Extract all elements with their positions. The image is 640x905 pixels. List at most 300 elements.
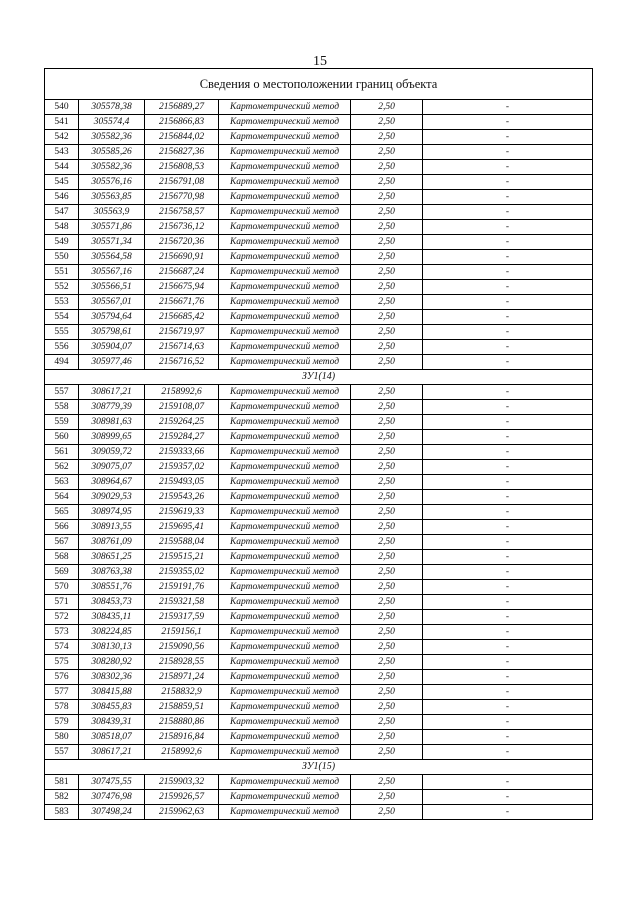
y-coordinate-cell: 2159264,25 [145,415,219,430]
y-coordinate-cell: 2159493,05 [145,475,219,490]
description-cell: - [423,205,593,220]
accuracy-cell: 2,50 [351,625,423,640]
table-row [45,310,593,325]
table-body [45,69,593,820]
description-cell: - [423,265,593,280]
method-cell: Картометрический метод [219,460,351,475]
description-cell: - [423,250,593,265]
description-cell: - [423,415,593,430]
x-coordinate-cell: 305798,61 [79,325,145,340]
method-cell: Картометрический метод [219,655,351,670]
table-row [45,730,593,745]
accuracy-cell: 2,50 [351,520,423,535]
x-coordinate-cell: 308999,65 [79,430,145,445]
accuracy-cell: 2,50 [351,775,423,790]
accuracy-cell: 2,50 [351,130,423,145]
accuracy-cell: 2,50 [351,670,423,685]
x-coordinate-cell: 305904,07 [79,340,145,355]
method-cell: Картометрический метод [219,490,351,505]
x-coordinate-cell: 308439,31 [79,715,145,730]
y-coordinate-cell: 2158992,6 [145,385,219,400]
x-coordinate-cell: 305567,01 [79,295,145,310]
table-row [45,445,593,460]
description-cell: - [423,580,593,595]
y-coordinate-cell: 2156889,27 [145,100,219,115]
description-cell: - [423,535,593,550]
y-coordinate-cell: 2159543,26 [145,490,219,505]
accuracy-cell: 2,50 [351,250,423,265]
method-cell: Картометрический метод [219,745,351,760]
method-cell: Картометрический метод [219,310,351,325]
y-coordinate-cell: 2156720,36 [145,235,219,250]
method-cell: Картометрический метод [219,685,351,700]
accuracy-cell: 2,50 [351,535,423,550]
y-coordinate-cell: 2156685,42 [145,310,219,325]
x-coordinate-cell: 305574,4 [79,115,145,130]
method-cell: Картометрический метод [219,670,351,685]
method-cell: Картометрический метод [219,775,351,790]
table-row [45,520,593,535]
method-cell: Картометрический метод [219,190,351,205]
method-cell: Картометрический метод [219,145,351,160]
y-coordinate-cell: 2158916,84 [145,730,219,745]
accuracy-cell: 2,50 [351,400,423,415]
point-number-cell: 540 [45,100,79,115]
point-number-cell: 557 [45,745,79,760]
x-coordinate-cell: 305571,34 [79,235,145,250]
table-row [45,505,593,520]
description-cell: - [423,100,593,115]
x-coordinate-cell: 305571,86 [79,220,145,235]
x-coordinate-cell: 308453,73 [79,595,145,610]
method-cell: Картометрический метод [219,700,351,715]
table-row [45,190,593,205]
method-cell: Картометрический метод [219,115,351,130]
method-cell: Картометрический метод [219,565,351,580]
point-number-cell: 566 [45,520,79,535]
point-number-cell: 560 [45,430,79,445]
table-row [45,250,593,265]
description-cell: - [423,190,593,205]
method-cell: Картометрический метод [219,475,351,490]
x-coordinate-cell: 308779,39 [79,400,145,415]
method-cell: Картометрический метод [219,730,351,745]
y-coordinate-cell: 2158928,55 [145,655,219,670]
accuracy-cell: 2,50 [351,355,423,370]
method-cell: Картометрический метод [219,250,351,265]
accuracy-cell: 2,50 [351,295,423,310]
x-coordinate-cell: 308435,11 [79,610,145,625]
accuracy-cell: 2,50 [351,745,423,760]
y-coordinate-cell: 2159284,27 [145,430,219,445]
description-cell: - [423,685,593,700]
table-row [45,295,593,310]
accuracy-cell: 2,50 [351,805,423,820]
table-row [45,640,593,655]
accuracy-cell: 2,50 [351,340,423,355]
y-coordinate-cell: 2159090,56 [145,640,219,655]
y-coordinate-cell: 2159355,02 [145,565,219,580]
table-row [45,400,593,415]
point-number-cell: 565 [45,505,79,520]
accuracy-cell: 2,50 [351,265,423,280]
accuracy-cell: 2,50 [351,565,423,580]
y-coordinate-cell: 2158992,6 [145,745,219,760]
point-number-cell: 559 [45,415,79,430]
y-coordinate-cell: 2159588,04 [145,535,219,550]
x-coordinate-cell: 307476,98 [79,790,145,805]
x-coordinate-cell: 308518,07 [79,730,145,745]
point-number-cell: 548 [45,220,79,235]
point-number-cell: 568 [45,550,79,565]
method-cell: Картометрический метод [219,595,351,610]
point-number-cell: 562 [45,460,79,475]
description-cell: - [423,220,593,235]
description-cell: - [423,115,593,130]
section-label: ЗУ1(14) [45,370,593,385]
point-number-cell: 576 [45,670,79,685]
y-coordinate-cell: 2159695,41 [145,520,219,535]
y-coordinate-cell: 2156791,08 [145,175,219,190]
description-cell: - [423,730,593,745]
x-coordinate-cell: 308280,92 [79,655,145,670]
x-coordinate-cell: 305566,51 [79,280,145,295]
accuracy-cell: 2,50 [351,385,423,400]
y-coordinate-cell: 2159108,07 [145,400,219,415]
description-cell: - [423,565,593,580]
accuracy-cell: 2,50 [351,685,423,700]
y-coordinate-cell: 2156716,52 [145,355,219,370]
y-coordinate-cell: 2159321,58 [145,595,219,610]
table-row [45,625,593,640]
accuracy-cell: 2,50 [351,460,423,475]
method-cell: Картометрический метод [219,100,351,115]
point-number-cell: 551 [45,265,79,280]
x-coordinate-cell: 308761,09 [79,535,145,550]
description-cell: - [423,280,593,295]
point-number-cell: 582 [45,790,79,805]
point-number-cell: 572 [45,610,79,625]
table-row [45,655,593,670]
y-coordinate-cell: 2159357,02 [145,460,219,475]
table-row [45,430,593,445]
accuracy-cell: 2,50 [351,205,423,220]
description-cell: - [423,400,593,415]
x-coordinate-cell: 305578,38 [79,100,145,115]
description-cell: - [423,670,593,685]
point-number-cell: 494 [45,355,79,370]
table-row [45,610,593,625]
point-number-cell: 553 [45,295,79,310]
method-cell: Картометрический метод [219,220,351,235]
description-cell: - [423,475,593,490]
method-cell: Картометрический метод [219,295,351,310]
point-number-cell: 580 [45,730,79,745]
table-row [45,580,593,595]
point-number-cell: 542 [45,130,79,145]
y-coordinate-cell: 2159962,63 [145,805,219,820]
point-number-cell: 569 [45,565,79,580]
description-cell: - [423,610,593,625]
point-number-cell: 554 [45,310,79,325]
point-number-cell: 571 [45,595,79,610]
table-row [45,325,593,340]
y-coordinate-cell: 2159926,57 [145,790,219,805]
method-cell: Картометрический метод [219,400,351,415]
y-coordinate-cell: 2156770,98 [145,190,219,205]
description-cell: - [423,700,593,715]
x-coordinate-cell: 308617,21 [79,745,145,760]
table-row [45,280,593,295]
point-number-cell: 563 [45,475,79,490]
x-coordinate-cell: 308415,88 [79,685,145,700]
point-number-cell: 547 [45,205,79,220]
table-row [45,745,593,760]
point-number-cell: 567 [45,535,79,550]
y-coordinate-cell: 2156844,02 [145,130,219,145]
accuracy-cell: 2,50 [351,190,423,205]
table-row [45,340,593,355]
table-row [45,160,593,175]
table-row [45,775,593,790]
y-coordinate-cell: 2156687,24 [145,265,219,280]
y-coordinate-cell: 2159317,59 [145,610,219,625]
y-coordinate-cell: 2156675,94 [145,280,219,295]
boundary-coordinates-table [44,68,593,820]
accuracy-cell: 2,50 [351,235,423,250]
point-number-cell: 574 [45,640,79,655]
table-row [45,130,593,145]
point-number-cell: 561 [45,445,79,460]
description-cell: - [423,655,593,670]
y-coordinate-cell: 2156671,76 [145,295,219,310]
y-coordinate-cell: 2158971,24 [145,670,219,685]
x-coordinate-cell: 305563,85 [79,190,145,205]
accuracy-cell: 2,50 [351,280,423,295]
accuracy-cell: 2,50 [351,505,423,520]
method-cell: Картометрический метод [219,280,351,295]
description-cell: - [423,235,593,250]
description-cell: - [423,145,593,160]
method-cell: Картометрический метод [219,505,351,520]
description-cell: - [423,130,593,145]
x-coordinate-cell: 309029,53 [79,490,145,505]
x-coordinate-cell: 305564,58 [79,250,145,265]
x-coordinate-cell: 308551,76 [79,580,145,595]
method-cell: Картометрический метод [219,610,351,625]
table-row [45,415,593,430]
method-cell: Картометрический метод [219,340,351,355]
table-row [45,565,593,580]
point-number-cell: 545 [45,175,79,190]
x-coordinate-cell: 308981,63 [79,415,145,430]
table-title-row [45,69,593,100]
method-cell: Картометрический метод [219,160,351,175]
description-cell: - [423,595,593,610]
accuracy-cell: 2,50 [351,310,423,325]
description-cell: - [423,505,593,520]
point-number-cell: 564 [45,490,79,505]
description-cell: - [423,340,593,355]
point-number-cell: 546 [45,190,79,205]
accuracy-cell: 2,50 [351,220,423,235]
accuracy-cell: 2,50 [351,595,423,610]
accuracy-cell: 2,50 [351,115,423,130]
y-coordinate-cell: 2156714,63 [145,340,219,355]
table-row [45,115,593,130]
accuracy-cell: 2,50 [351,790,423,805]
y-coordinate-cell: 2156719,97 [145,325,219,340]
x-coordinate-cell: 305576,16 [79,175,145,190]
x-coordinate-cell: 307475,55 [79,775,145,790]
page-number: 15 [313,54,327,69]
table-row [45,490,593,505]
point-number-cell: 550 [45,250,79,265]
y-coordinate-cell: 2158859,51 [145,700,219,715]
table-row [45,535,593,550]
method-cell: Картометрический метод [219,235,351,250]
description-cell: - [423,490,593,505]
y-coordinate-cell: 2159156,1 [145,625,219,640]
point-number-cell: 577 [45,685,79,700]
table-title: Сведения о местоположении границ объекта [45,69,593,100]
description-cell: - [423,715,593,730]
point-number-cell: 575 [45,655,79,670]
y-coordinate-cell: 2159515,21 [145,550,219,565]
table-row [45,685,593,700]
accuracy-cell: 2,50 [351,145,423,160]
point-number-cell: 558 [45,400,79,415]
y-coordinate-cell: 2159619,33 [145,505,219,520]
description-cell: - [423,445,593,460]
description-cell: - [423,295,593,310]
description-cell: - [423,520,593,535]
accuracy-cell: 2,50 [351,415,423,430]
accuracy-cell: 2,50 [351,325,423,340]
accuracy-cell: 2,50 [351,175,423,190]
accuracy-cell: 2,50 [351,445,423,460]
section-row [45,760,593,775]
accuracy-cell: 2,50 [351,475,423,490]
y-coordinate-cell: 2156808,53 [145,160,219,175]
x-coordinate-cell: 308617,21 [79,385,145,400]
point-number-cell: 578 [45,700,79,715]
point-number-cell: 579 [45,715,79,730]
section-label: ЗУ1(15) [45,760,593,775]
method-cell: Картометрический метод [219,550,351,565]
x-coordinate-cell: 308964,67 [79,475,145,490]
section-row [45,370,593,385]
table-row [45,805,593,820]
accuracy-cell: 2,50 [351,100,423,115]
point-number-cell: 556 [45,340,79,355]
x-coordinate-cell: 308651,25 [79,550,145,565]
x-coordinate-cell: 305563,9 [79,205,145,220]
y-coordinate-cell: 2156736,12 [145,220,219,235]
y-coordinate-cell: 2158880,86 [145,715,219,730]
method-cell: Картометрический метод [219,520,351,535]
table-row [45,670,593,685]
table-row [45,355,593,370]
x-coordinate-cell: 305585,26 [79,145,145,160]
description-cell: - [423,325,593,340]
method-cell: Картометрический метод [219,580,351,595]
point-number-cell: 570 [45,580,79,595]
description-cell: - [423,640,593,655]
y-coordinate-cell: 2159191,76 [145,580,219,595]
table-row [45,175,593,190]
point-number-cell: 549 [45,235,79,250]
description-cell: - [423,355,593,370]
accuracy-cell: 2,50 [351,160,423,175]
x-coordinate-cell: 308130,13 [79,640,145,655]
description-cell: - [423,625,593,640]
accuracy-cell: 2,50 [351,640,423,655]
description-cell: - [423,310,593,325]
table-row [45,265,593,280]
x-coordinate-cell: 308302,36 [79,670,145,685]
accuracy-cell: 2,50 [351,430,423,445]
x-coordinate-cell: 305582,36 [79,160,145,175]
accuracy-cell: 2,50 [351,550,423,565]
method-cell: Картометрический метод [219,415,351,430]
point-number-cell: 552 [45,280,79,295]
point-number-cell: 555 [45,325,79,340]
method-cell: Картометрический метод [219,355,351,370]
y-coordinate-cell: 2158832,9 [145,685,219,700]
method-cell: Картометрический метод [219,205,351,220]
accuracy-cell: 2,50 [351,655,423,670]
x-coordinate-cell: 308913,55 [79,520,145,535]
method-cell: Картометрический метод [219,535,351,550]
description-cell: - [423,805,593,820]
method-cell: Картометрический метод [219,625,351,640]
table-row [45,385,593,400]
accuracy-cell: 2,50 [351,700,423,715]
y-coordinate-cell: 2156758,57 [145,205,219,220]
accuracy-cell: 2,50 [351,580,423,595]
x-coordinate-cell: 305582,36 [79,130,145,145]
y-coordinate-cell: 2156827,36 [145,145,219,160]
method-cell: Картометрический метод [219,385,351,400]
x-coordinate-cell: 305567,16 [79,265,145,280]
x-coordinate-cell: 307498,24 [79,805,145,820]
accuracy-cell: 2,50 [351,715,423,730]
table-row [45,595,593,610]
table-row [45,790,593,805]
table-row [45,715,593,730]
table-row [45,205,593,220]
table-row [45,145,593,160]
description-cell: - [423,385,593,400]
method-cell: Картометрический метод [219,640,351,655]
y-coordinate-cell: 2159333,66 [145,445,219,460]
point-number-cell: 544 [45,160,79,175]
method-cell: Картометрический метод [219,175,351,190]
point-number-cell: 581 [45,775,79,790]
table-row [45,235,593,250]
y-coordinate-cell: 2159903,32 [145,775,219,790]
x-coordinate-cell: 308224,85 [79,625,145,640]
y-coordinate-cell: 2156866,83 [145,115,219,130]
accuracy-cell: 2,50 [351,490,423,505]
point-number-cell: 583 [45,805,79,820]
x-coordinate-cell: 305977,46 [79,355,145,370]
point-number-cell: 541 [45,115,79,130]
point-number-cell: 543 [45,145,79,160]
description-cell: - [423,175,593,190]
point-number-cell: 573 [45,625,79,640]
